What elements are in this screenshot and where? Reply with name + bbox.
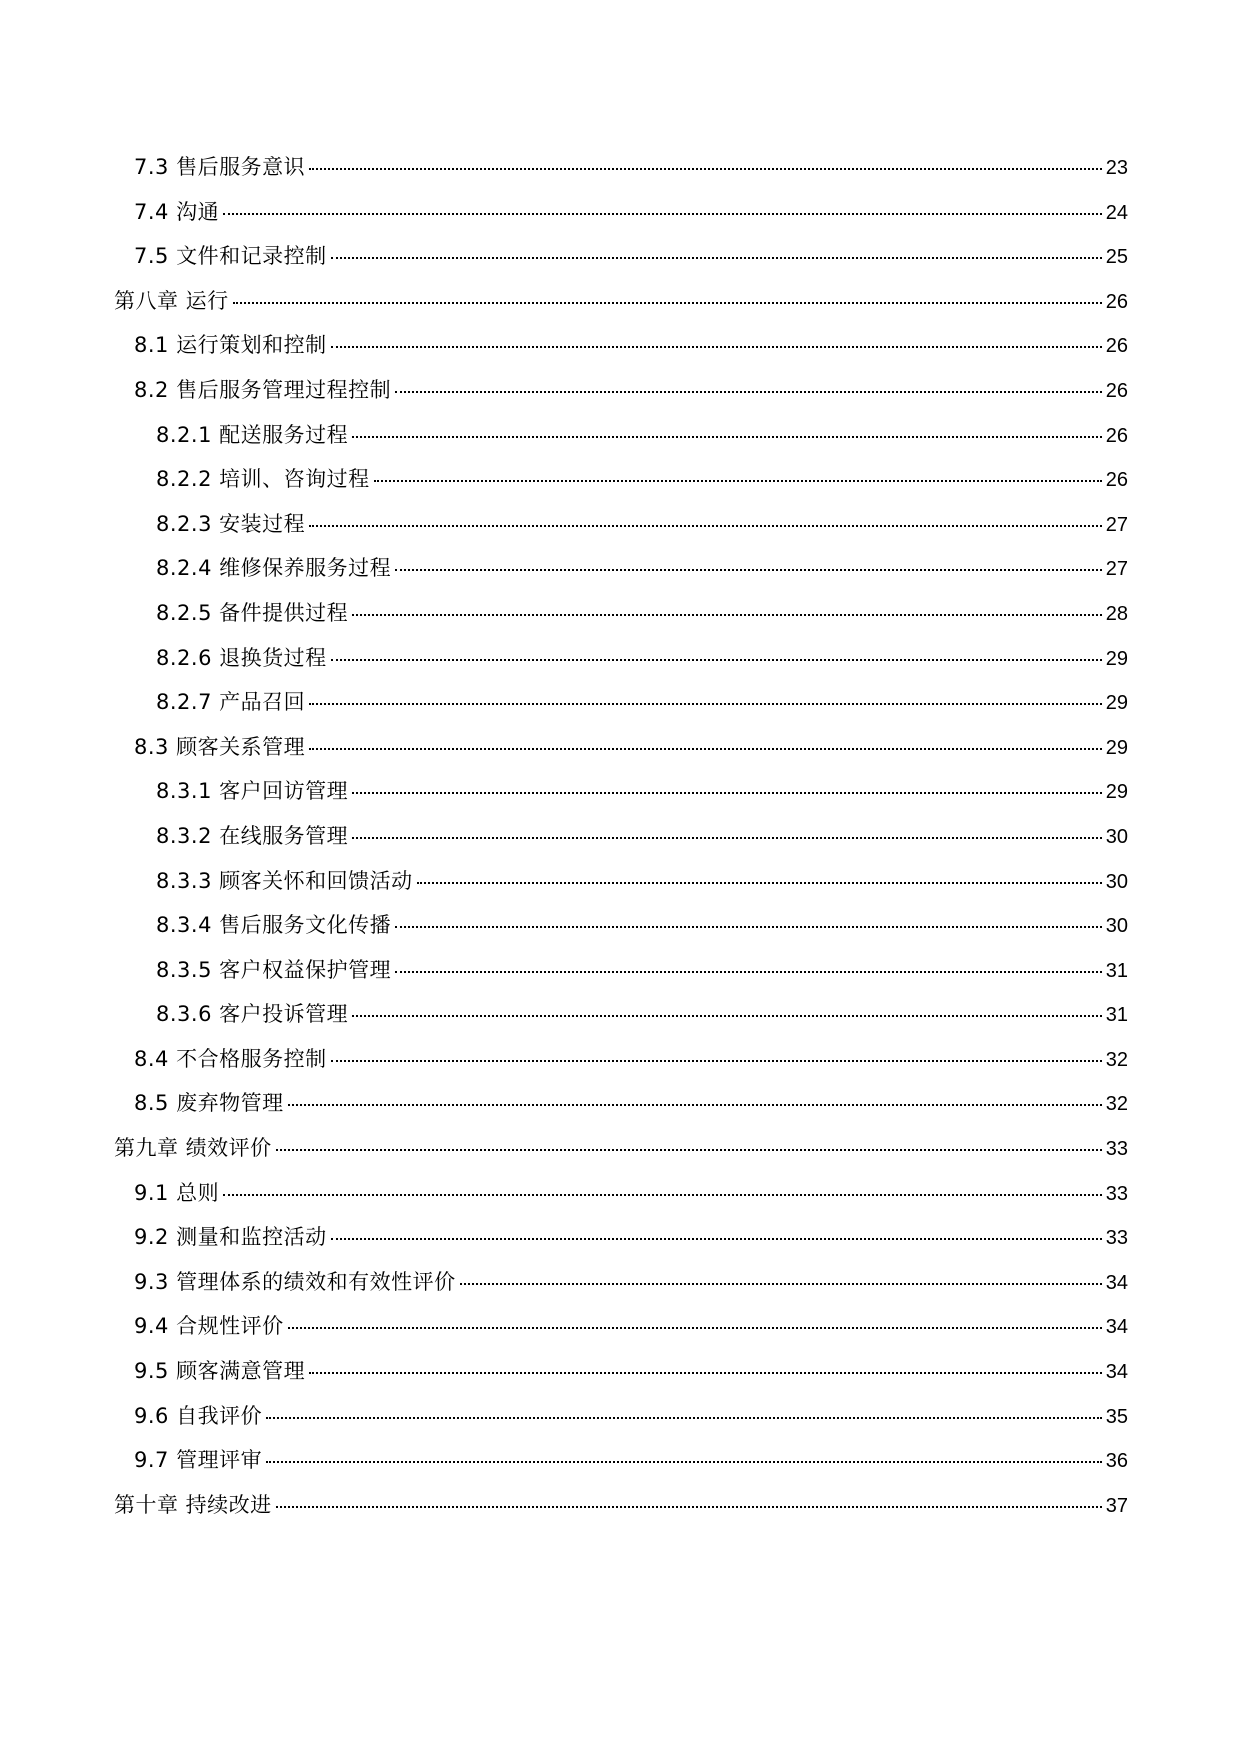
toc-entry-label: 8.3.4 售后服务文化传播 <box>156 913 392 938</box>
toc-entry-page-number: 26 <box>1105 424 1128 447</box>
toc-entry-label: 8.5 废弃物管理 <box>134 1091 284 1116</box>
toc-entry[interactable] <box>0 1483 1240 1528</box>
toc-leader-dots <box>331 346 1102 348</box>
toc-entry-page-number: 33 <box>1105 1138 1128 1161</box>
toc-entry-page-number: 30 <box>1105 825 1128 848</box>
toc-entry-page-number: 30 <box>1105 915 1128 938</box>
toc-entry-line <box>134 1355 1128 1385</box>
toc-entry-line <box>156 552 1128 582</box>
toc-leader-dots <box>395 971 1102 973</box>
toc-leader-dots <box>352 837 1102 839</box>
toc-entry[interactable] <box>0 234 1240 279</box>
toc-entry-page-number: 32 <box>1105 1048 1128 1071</box>
toc-leader-dots <box>352 614 1102 616</box>
toc-entry[interactable] <box>0 1215 1240 1260</box>
toc-entry[interactable] <box>0 948 1240 993</box>
toc-entry-line <box>134 1310 1128 1340</box>
toc-entry-line <box>134 1444 1128 1474</box>
toc-entry-line <box>156 463 1128 493</box>
toc-entry[interactable] <box>0 502 1240 547</box>
toc-entry-page-number: 33 <box>1105 1227 1128 1250</box>
toc-entry-line <box>114 1132 1128 1162</box>
toc-entry[interactable] <box>0 1081 1240 1126</box>
toc-entry-line <box>156 954 1128 984</box>
toc-entry[interactable] <box>0 1126 1240 1171</box>
toc-entry-line <box>114 285 1128 315</box>
toc-leader-dots <box>374 480 1102 482</box>
toc-entry-page-number: 27 <box>1105 513 1128 536</box>
toc-entry-line <box>134 1400 1128 1430</box>
toc-entry-label: 7.4 沟通 <box>134 199 220 224</box>
toc-entry[interactable] <box>0 323 1240 368</box>
toc-entry-line <box>134 196 1128 226</box>
toc-leader-dots <box>223 1194 1102 1196</box>
toc-entry-page-number: 31 <box>1105 959 1128 982</box>
toc-entry-label: 第八章 运行 <box>114 288 229 313</box>
toc-entry-line <box>134 1221 1128 1251</box>
toc-entry-page-number: 37 <box>1105 1494 1128 1517</box>
toc-entry[interactable] <box>0 769 1240 814</box>
toc-entry-label: 9.4 合规性评价 <box>134 1314 284 1339</box>
toc-leader-dots <box>276 1149 1102 1151</box>
toc-leader-dots <box>309 703 1102 705</box>
toc-leader-dots <box>276 1506 1102 1508</box>
toc-entry[interactable] <box>0 1304 1240 1349</box>
toc-entry-page-number: 29 <box>1105 692 1128 715</box>
toc-entry[interactable] <box>0 1438 1240 1483</box>
toc-leader-dots <box>395 569 1102 571</box>
toc-entry[interactable] <box>0 814 1240 859</box>
toc-entry-line <box>156 909 1128 939</box>
toc-entry-page-number: 29 <box>1105 781 1128 804</box>
toc-entry[interactable] <box>0 636 1240 681</box>
toc-entry[interactable] <box>0 190 1240 235</box>
toc-leader-dots <box>288 1327 1102 1329</box>
toc-entry-line <box>156 775 1128 805</box>
toc-leader-dots <box>266 1461 1102 1463</box>
toc-entry[interactable] <box>0 591 1240 636</box>
toc-entry-page-number: 24 <box>1105 201 1128 224</box>
toc-entry-label: 7.3 售后服务意识 <box>134 155 306 179</box>
toc-entry-page-number: 34 <box>1105 1361 1128 1384</box>
toc-entry-label: 第十章 持续改进 <box>114 1492 272 1517</box>
toc-leader-dots <box>309 168 1102 170</box>
toc-leader-dots <box>331 1238 1102 1240</box>
table-of-contents <box>0 145 1240 1527</box>
toc-entry-line <box>156 508 1128 538</box>
toc-leader-dots <box>417 882 1102 884</box>
toc-entry-label: 8.2.2 培训、咨询过程 <box>156 467 370 492</box>
toc-entry[interactable] <box>0 680 1240 725</box>
toc-entry-page-number: 30 <box>1105 870 1128 893</box>
toc-entry[interactable] <box>0 145 1240 190</box>
toc-entry-label: 9.5 顾客满意管理 <box>134 1359 306 1384</box>
toc-leader-dots <box>288 1104 1102 1106</box>
toc-entry-line <box>134 151 1128 181</box>
toc-leader-dots <box>395 926 1102 928</box>
toc-entry-line <box>156 865 1128 895</box>
toc-entry-page-number: 34 <box>1105 1316 1128 1339</box>
toc-entry-label: 9.7 管理评审 <box>134 1448 263 1473</box>
toc-leader-dots <box>223 213 1102 215</box>
toc-entry-label: 8.2.6 退换货过程 <box>156 645 327 670</box>
toc-leader-dots <box>331 659 1102 661</box>
toc-entry[interactable] <box>0 457 1240 502</box>
toc-entry[interactable] <box>0 1349 1240 1394</box>
toc-entry[interactable] <box>0 859 1240 904</box>
toc-leader-dots <box>395 391 1102 393</box>
toc-entry-line <box>134 329 1128 359</box>
toc-entry[interactable] <box>0 546 1240 591</box>
toc-entry-label: 8.3.3 顾客关怀和回馈活动 <box>156 868 413 893</box>
toc-entry-line <box>134 374 1128 404</box>
toc-leader-dots <box>352 436 1102 438</box>
toc-entry-page-number: 31 <box>1105 1004 1128 1027</box>
toc-entry-page-number: 29 <box>1105 647 1128 670</box>
toc-entry-line <box>134 1266 1128 1296</box>
toc-entry-page-number: 33 <box>1105 1182 1128 1205</box>
toc-entry-label: 9.3 管理体系的绩效和有效性评价 <box>134 1269 456 1294</box>
toc-entry-line <box>134 1043 1128 1073</box>
toc-entry-page-number: 27 <box>1105 558 1128 581</box>
toc-entry-line <box>134 731 1128 761</box>
toc-entry-label: 8.2.1 配送服务过程 <box>156 422 349 447</box>
toc-leader-dots <box>460 1283 1102 1285</box>
toc-leader-dots <box>309 1372 1102 1374</box>
toc-entry-line <box>156 820 1128 850</box>
toc-entry[interactable] <box>0 725 1240 770</box>
toc-leader-dots <box>352 1015 1102 1017</box>
toc-entry-label: 7.5 文件和记录控制 <box>134 244 327 269</box>
toc-entry[interactable] <box>0 1260 1240 1305</box>
toc-entry-page-number: 28 <box>1105 602 1128 625</box>
toc-entry[interactable] <box>0 368 1240 413</box>
toc-entry-page-number: 26 <box>1105 469 1128 492</box>
toc-entry-label: 8.3.6 客户投诉管理 <box>156 1002 349 1027</box>
toc-entry-label: 8.4 不合格服务控制 <box>134 1046 327 1071</box>
toc-entry-label: 8.2.3 安装过程 <box>156 511 306 536</box>
toc-entry-label: 8.2.5 备件提供过程 <box>156 600 349 625</box>
toc-entry-label: 8.3.5 客户权益保护管理 <box>156 957 392 982</box>
toc-entry-page-number: 29 <box>1105 736 1128 759</box>
toc-entry[interactable] <box>0 413 1240 458</box>
toc-entry-line <box>134 1177 1128 1207</box>
toc-entry-page-number: 26 <box>1105 335 1128 358</box>
toc-leader-dots <box>233 302 1102 304</box>
toc-entry-label: 第九章 绩效评价 <box>114 1136 272 1161</box>
toc-entry-label: 8.2 售后服务管理过程控制 <box>134 377 392 402</box>
toc-entry-page-number: 26 <box>1105 290 1128 313</box>
toc-entry-page-number: 25 <box>1105 246 1128 269</box>
toc-entry-line <box>156 642 1128 672</box>
toc-entry-label: 8.2.4 维修保养服务过程 <box>156 556 392 581</box>
toc-entry[interactable] <box>0 903 1240 948</box>
toc-entry-line <box>156 686 1128 716</box>
toc-leader-dots <box>331 1060 1102 1062</box>
toc-entry[interactable] <box>0 1171 1240 1216</box>
toc-entry-page-number: 26 <box>1105 379 1128 402</box>
toc-entry-label: 9.6 自我评价 <box>134 1403 263 1428</box>
toc-entry[interactable] <box>0 1394 1240 1439</box>
toc-entry[interactable] <box>0 279 1240 324</box>
toc-entry-page-number: 32 <box>1105 1093 1128 1116</box>
toc-entry-label: 9.2 测量和监控活动 <box>134 1225 327 1250</box>
toc-entry-page-number: 36 <box>1105 1450 1128 1473</box>
toc-leader-dots <box>352 792 1102 794</box>
toc-entry-label: 8.3.2 在线服务管理 <box>156 823 349 848</box>
toc-entry-page-number: 34 <box>1105 1271 1128 1294</box>
toc-entry-label: 8.1 运行策划和控制 <box>134 333 327 358</box>
toc-entry-label: 8.3.1 客户回访管理 <box>156 779 349 804</box>
toc-entry-page-number: 23 <box>1105 157 1128 179</box>
toc-leader-dots <box>331 257 1102 259</box>
toc-entry-line <box>134 240 1128 270</box>
toc-entry-line <box>156 597 1128 627</box>
toc-entry[interactable] <box>0 1037 1240 1082</box>
toc-entry-label: 8.3 顾客关系管理 <box>134 734 306 759</box>
toc-entry-label: 9.1 总则 <box>134 1180 220 1205</box>
toc-leader-dots <box>309 748 1102 750</box>
toc-leader-dots <box>266 1417 1102 1419</box>
toc-entry-line <box>114 1489 1128 1519</box>
toc-entry-page-number: 35 <box>1105 1405 1128 1428</box>
toc-entry-label: 8.2.7 产品召回 <box>156 690 306 715</box>
toc-entry-line <box>156 419 1128 449</box>
toc-entry-line <box>134 1087 1128 1117</box>
toc-entry-line <box>156 998 1128 1028</box>
toc-leader-dots <box>309 525 1102 527</box>
toc-entry[interactable] <box>0 992 1240 1037</box>
